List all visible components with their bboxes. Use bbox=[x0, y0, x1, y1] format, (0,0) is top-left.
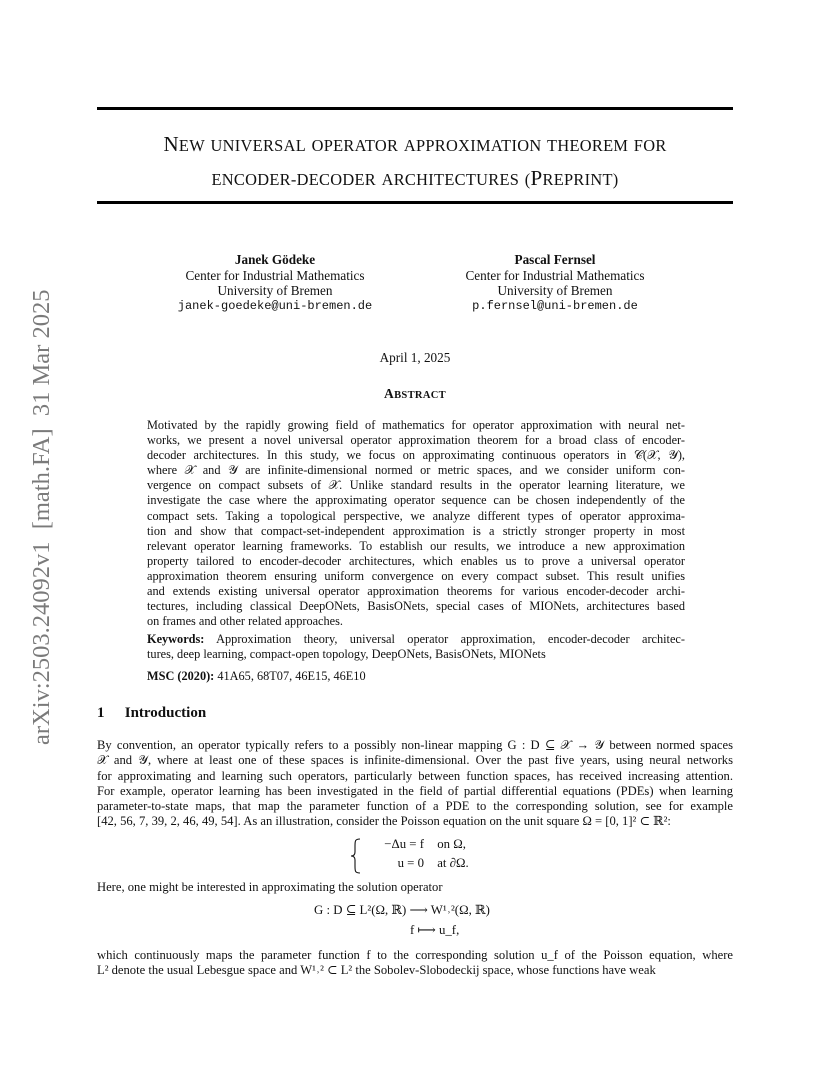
abstract-line: where 𝒳 and 𝒴 are infinite-dimensional normed or metric spaces, and we consider uniform con- bbox=[147, 463, 685, 478]
author-name: Pascal Fernsel bbox=[514, 252, 596, 267]
abstract-line: tectures, including classical DeepONets, BasisONets, special cases of MIONets, architectures based bbox=[147, 599, 685, 614]
msc-value: 41A65, 68T07, 46E15, 46E10 bbox=[217, 669, 366, 683]
arxiv-identifier-text: arXiv:2503.24092v1 [math.FA] 31 Mar 2025 bbox=[28, 289, 55, 745]
paragraph-line: for approximating and learning such operators, particularly between function spaces, has received increasing attention. bbox=[97, 768, 733, 783]
keywords bbox=[147, 632, 685, 662]
paragraph-line: For example, operator learning has been investigated in the field of partial differential equations (PDEs) when learning bbox=[97, 783, 733, 798]
msc-classification bbox=[147, 669, 366, 684]
author-email[interactable]: p.fernsel@uni-bremen.de bbox=[472, 298, 638, 313]
paragraph-line: Here, one might be interested in approximating the solution operator bbox=[97, 880, 443, 894]
keywords-text-1: Approximation theory, universal operator approximation, encoder-decoder architec- bbox=[216, 632, 685, 646]
abstract-line: relevant operator learning frameworks. To establish our results, we introduce a new approximation bbox=[147, 538, 685, 553]
abstract-body bbox=[147, 418, 685, 629]
left-brace-symbol bbox=[350, 838, 362, 874]
author-1 bbox=[145, 252, 405, 314]
poisson-row1-rhs: on Ω, bbox=[437, 837, 466, 851]
abstract-line: decoder architectures. In this study, we focus on approximating continuous operators in 𝒞(𝒳, 𝒴), bbox=[147, 448, 685, 463]
intro-paragraph-2 bbox=[97, 880, 733, 895]
author-university: University of Bremen bbox=[497, 283, 613, 298]
solution-operator-equation-line-2 bbox=[410, 923, 459, 938]
keywords-label: Keywords: bbox=[147, 632, 205, 646]
keywords-line-1 bbox=[147, 632, 685, 647]
title-bottom-rule bbox=[97, 201, 733, 204]
paragraph-line: which continuously maps the parameter function f to the corresponding solution u_f of the Poisson equation, where bbox=[97, 948, 733, 962]
poisson-row2-lhs: u = 0 bbox=[397, 856, 424, 870]
operator-line-1: G : D ⊆ L²(Ω, ℝ) ⟶ W¹˒²(Ω, ℝ) bbox=[314, 903, 490, 917]
intro-paragraph-3 bbox=[97, 948, 733, 979]
author-2 bbox=[425, 252, 685, 314]
author-block bbox=[97, 252, 733, 322]
publication-date: April 1, 2025 bbox=[379, 350, 451, 365]
paragraph-line: By convention, an operator typically refers to a possibly non-linear mapping G : D ⊆ 𝒳 → 𝒴 between normed spaces bbox=[97, 738, 733, 752]
author-name: Janek Gödeke bbox=[234, 252, 316, 267]
abstract-line: compact sets. Taking a topological perspective, we analyze different types of operator approxima- bbox=[147, 508, 685, 523]
abstract-line: works, we present a novel universal operator approximation theorem for a broad class of encoder- bbox=[147, 433, 685, 448]
msc-label: MSC (2020): bbox=[147, 669, 215, 683]
intro-paragraph-1 bbox=[97, 738, 733, 830]
abstract-heading: ABSTRACT bbox=[384, 386, 446, 401]
arxiv-identifier-stamp bbox=[16, 240, 58, 750]
author-affiliation: Center for Industrial Mathematics bbox=[465, 267, 645, 283]
section-number: 1 bbox=[97, 705, 105, 721]
paragraph-line: [42, 56, 7, 39, 2, 46, 49, 54]. As an illustration, consider the Poisson equation on the unit square Ω = [0, 1]² ⊂ ℝ²: bbox=[97, 814, 671, 829]
paragraph-line: L² denote the usual Lebesgue space and W¹˒² ⊂ L² the Sobolev-Slobodeckij space, whose functions have weak bbox=[97, 963, 656, 978]
solution-operator-equation-line-1 bbox=[314, 903, 490, 918]
poisson-row1-lhs: −Δu = f bbox=[384, 837, 424, 851]
paragraph-line: parameter-to-state maps, that map the parameter function of a PDE to the corresponding solution, see for example bbox=[97, 799, 733, 814]
poisson-equation-row-2 bbox=[362, 856, 469, 871]
author-email[interactable]: janek-goedeke@uni-bremen.de bbox=[177, 298, 373, 313]
title-line-2: ENCODER-DECODER ARCHITECTURES (PREPRINT) bbox=[211, 166, 619, 190]
title-line-1: NEW UNIVERSAL OPERATOR APPROXIMATION THEOREM FOR bbox=[163, 132, 667, 156]
abstract-line: investigate the case where the approximating operator sequence can be chosen independently of the bbox=[147, 493, 685, 508]
paragraph-line: 𝒳 and 𝒴, where at least one of these spaces is infinite-dimensional. Over the past five years, using neural networks bbox=[97, 753, 733, 768]
abstract-line: on frames and other related approaches. bbox=[147, 614, 343, 629]
title-top-rule bbox=[97, 107, 733, 110]
author-university: University of Bremen bbox=[217, 283, 333, 298]
abstract-line: approximation theorem ensuring uniform convergence on every compact subset. This result unifies bbox=[147, 568, 685, 583]
operator-line-2: f ⟼ u_f, bbox=[410, 923, 460, 937]
poisson-row2-rhs: at ∂Ω. bbox=[437, 856, 469, 870]
abstract-line: vergence on compact subsets of 𝒳. Unlike standard results in the operator learning literature, we bbox=[147, 478, 685, 493]
section-heading-introduction bbox=[97, 705, 206, 722]
abstract-line: Motivated by the rapidly growing field of mathematics for operator approximation with neural net- bbox=[147, 418, 685, 432]
paper-title bbox=[97, 128, 733, 196]
abstract-line: tion and show that compact-set-independent approximation is a strictly stronger property in most bbox=[147, 523, 685, 538]
poisson-equation-row-1 bbox=[362, 837, 466, 852]
abstract-line: and extends existing universal operator approximation theorems for various encoder-decoder archi- bbox=[147, 584, 685, 599]
keywords-line-2: tures, deep learning, compact-open topology, DeepONets, BasisONets, MIONets bbox=[147, 647, 546, 662]
abstract-line: property tailored to encoder-decoder architectures, which enables us to prove a universal operator bbox=[147, 553, 685, 568]
author-affiliation: Center for Industrial Mathematics bbox=[185, 267, 365, 283]
section-title: Introduction bbox=[124, 705, 207, 721]
